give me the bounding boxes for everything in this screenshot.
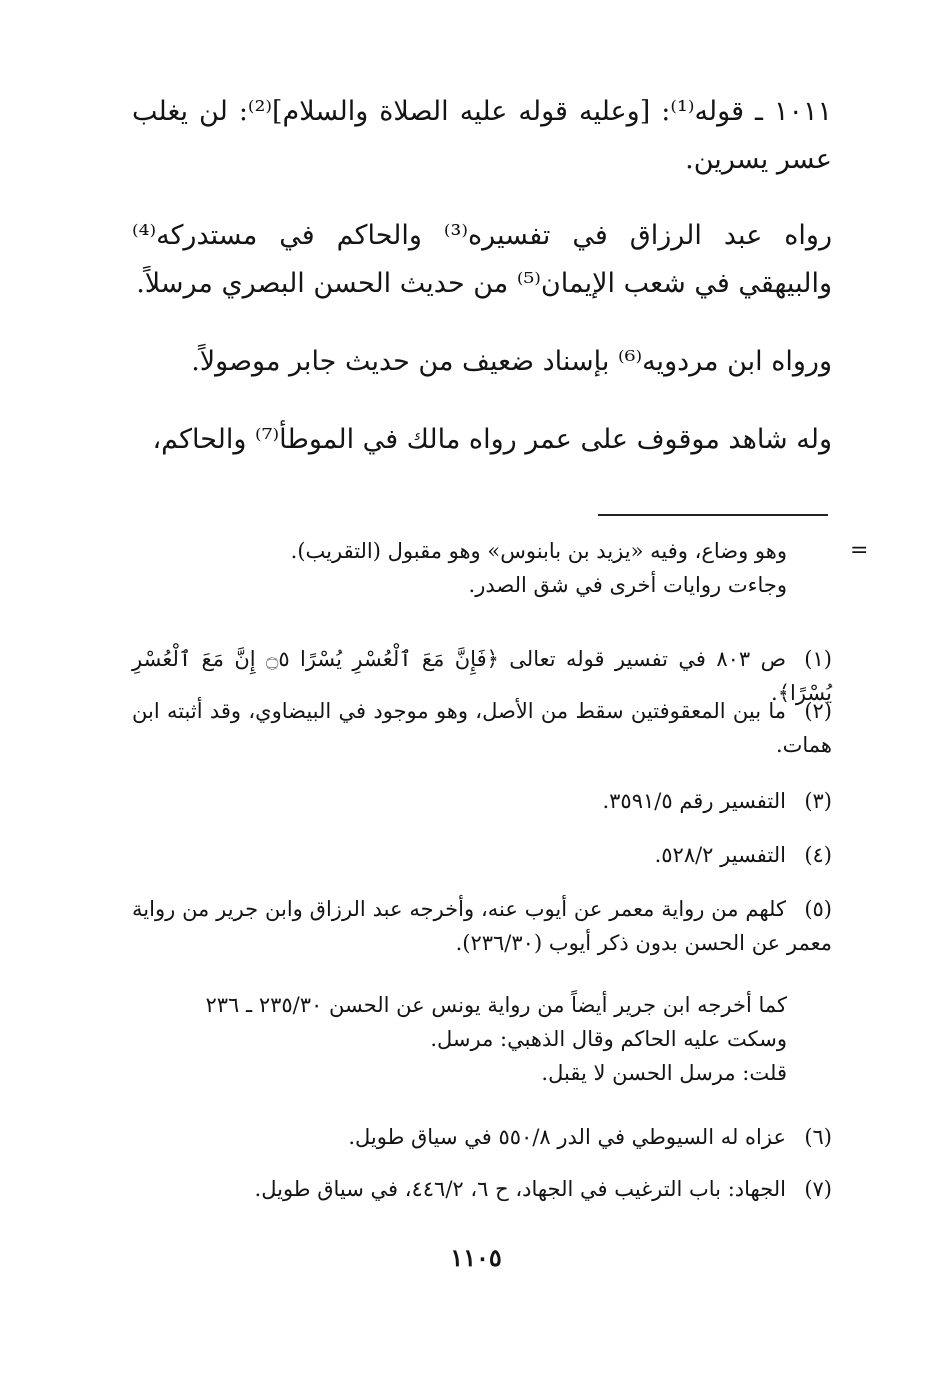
main-paragraph-3: ورواه ابن مردويه⁽⁶⁾ بإسناد ضعيف من حديث جابر موصولاً. bbox=[191, 346, 832, 377]
footnote-number: (٦) bbox=[804, 1125, 832, 1149]
footnote-text: الجهاد: باب الترغيب في الجهاد، ح ٦، ٤٤٦/٢، في سياق طويل. bbox=[254, 1177, 786, 1201]
footnote-5-extra-line-3: قلت: مرسل الحسن لا يقبل. bbox=[541, 1061, 787, 1085]
footnote-text: التفسير رقم ٣٥٩١/٥. bbox=[602, 789, 786, 813]
footnote-continued-line-2: وجاءت روايات أخرى في شق الصدر. bbox=[468, 573, 787, 597]
footnote-5-continuation bbox=[132, 988, 787, 1090]
page-number: ١١٠٥ bbox=[450, 1243, 502, 1272]
footnote-continued bbox=[127, 534, 787, 602]
footnote-text: كلهم من رواية معمر عن أيوب عنه، وأخرجه عبد الرزاق وابن جرير من رواية معمر عن الحسن بدون ذكر أيوب (٢٣٦/٣٠). bbox=[132, 897, 832, 955]
footnote-text: ما بين المعقوفتين سقط من الأصل، وهو موجود في البيضاوي، وقد أثبته ابن همات. bbox=[132, 699, 832, 757]
footnote-number: (٢) bbox=[804, 699, 832, 723]
footnote-6 bbox=[132, 1120, 832, 1154]
footnote-3 bbox=[132, 784, 832, 818]
footnote-7 bbox=[132, 1172, 832, 1206]
continuation-mark: = bbox=[850, 538, 869, 563]
main-paragraph-2: رواه عبد الرزاق في تفسيره⁽³⁾ والحاكم في مستدركه⁽⁴⁾ والبيهقي في شعب الإيمان⁽⁵⁾ من حديث الحسن البصري مرسلاً. bbox=[132, 220, 832, 299]
footnote-separator bbox=[598, 514, 828, 516]
footnote-2 bbox=[132, 694, 832, 762]
main-paragraph-1: ١٠١١ ـ قوله⁽¹⁾: [وعليه قوله عليه الصلاة والسلام]⁽²⁾: لن يغلب عسر يسرين. bbox=[132, 96, 833, 175]
footnote-number: (١) bbox=[804, 647, 832, 671]
footnote-text: التفسير ٥٢٨/٢. bbox=[654, 843, 786, 867]
footnote-text: عزاه له السيوطي في الدر ٥٥٠/٨ في سياق طويل. bbox=[348, 1125, 786, 1149]
footnote-5-extra-line-2: وسكت عليه الحاكم وقال الذهبي: مرسل. bbox=[430, 1027, 787, 1051]
footnote-5-extra-line-1: كما أخرجه ابن جرير أيضاً من رواية يونس عن الحسن ٢٣٥/٣٠ ـ ٢٣٦ bbox=[205, 993, 787, 1017]
footnote-continued-line-1: وهو وضاع، وفيه «يزيد بن بابنوس» وهو مقبول (التقريب). bbox=[290, 539, 787, 563]
footnote-5 bbox=[132, 892, 832, 960]
footnote-number: (٥) bbox=[804, 897, 832, 921]
footnote-text: ص ٨٠٣ في تفسير قوله تعالى ﴿فَإِنَّ مَعَ ٱلْعُسْرِ يُسْرًا ۝٥ إِنَّ مَعَ ٱلْعُسْرِ يُسْرًا﴾. bbox=[132, 647, 832, 705]
footnote-number: (٧) bbox=[804, 1177, 832, 1201]
footnote-number: (٣) bbox=[804, 789, 832, 813]
footnote-number: (٤) bbox=[804, 843, 832, 867]
main-paragraph-4: وله شاهد موقوف على عمر رواه مالك في الموطأ⁽⁷⁾ والحاكم، bbox=[152, 424, 832, 455]
footnote-4 bbox=[132, 838, 832, 872]
